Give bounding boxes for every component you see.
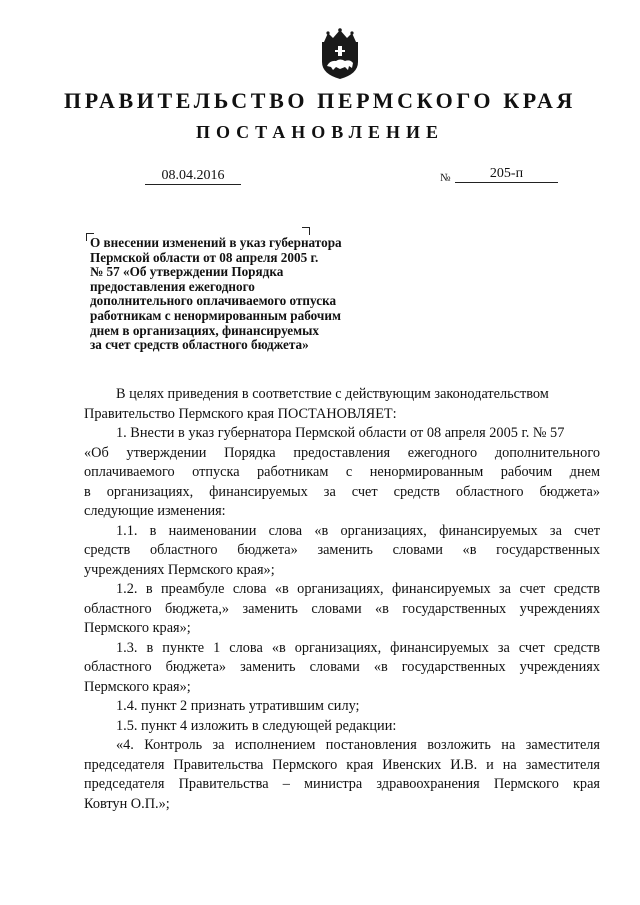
document-date: 08.04.2016	[145, 168, 241, 185]
document-number: 205-п	[455, 166, 558, 183]
subject-line: предоставления ежегодного	[90, 278, 255, 294]
body-line: «4. Контроль за исполнением постановления возложить на заместителя	[116, 737, 600, 753]
subject-line: днем в организациях, финансируемых	[90, 322, 319, 338]
body-line: средств областного бюджета» заменить словами «в государственных	[84, 542, 600, 558]
body-line: «Об утверждении Порядка предоставления ежегодного дополнительного	[84, 444, 600, 461]
body-line: председателя Правительства Пермского края Ивенских И.В. и на заместителя	[84, 756, 600, 773]
body-line: 1.2. в преамбуле слова «в организациях, финансируемых за счет средств	[116, 581, 600, 597]
number-label: №	[440, 172, 451, 184]
subject-line: за счет средств областного бюджета»	[90, 337, 309, 353]
document-body	[84, 385, 600, 814]
body-line: областного бюджета,» заменить словами «в государственных учреждениях	[84, 600, 600, 617]
document-subject	[90, 236, 390, 353]
body-line: председателя Правительства – министра здравоохранения Пермского края	[84, 776, 600, 792]
subject-line: О внесении изменений в указ губернатора	[90, 235, 342, 250]
body-line: 1.4. пункт 2 признать утратившим силу;	[116, 698, 360, 714]
body-line: Пермского края»;	[84, 678, 191, 695]
government-title: ПРАВИТЕЛЬСТВО ПЕРМСКОГО КРАЯ	[64, 88, 576, 113]
body-line: 1.1. в наименовании слова «в организациях, финансируемых за счет	[116, 522, 600, 539]
subject-line: дополнительного оплачиваемого отпуска	[90, 293, 337, 309]
body-line: в организациях, финансируемых за счет средств областного бюджета»	[84, 483, 600, 500]
body-line: 1.3. в пункте 1 слова «в организациях, финансируемых за счет средств	[116, 639, 600, 656]
body-line: 1.5. пункт 4 изложить в следующей редакции:	[116, 717, 397, 734]
subject-line: Пермской области от 08 апреля 2005 г.	[90, 249, 319, 265]
body-line: 1. Внести в указ губернатора Пермской области от 08 апреля 2005 г. № 57	[116, 425, 565, 441]
coat-of-arms-icon	[318, 28, 362, 80]
body-line: областного бюджета» заменить словами «в государственных учреждениях	[84, 659, 600, 675]
body-line: Правительство Пермского края ПОСТАНОВЛЯЕТ:	[84, 405, 397, 422]
body-line: В целях приведения в соответствие с действующим законодательством	[116, 386, 549, 402]
body-line: Пермского края»;	[84, 620, 191, 636]
body-line: учреждениях Пермского края»;	[84, 561, 275, 578]
body-line: оплачиваемого отпуска работникам с ненормированным рабочим днем	[84, 464, 600, 480]
subject-line: № 57 «Об утверждении Порядка	[90, 264, 284, 280]
body-line: следующие изменения:	[84, 503, 226, 519]
body-line: Ковтун О.П.»;	[84, 795, 170, 812]
subject-bracket-right	[302, 227, 310, 235]
document-type: ПОСТАНОВЛЕНИЕ	[195, 122, 445, 142]
subject-line: работникам с ненормированным рабочим	[90, 307, 341, 323]
